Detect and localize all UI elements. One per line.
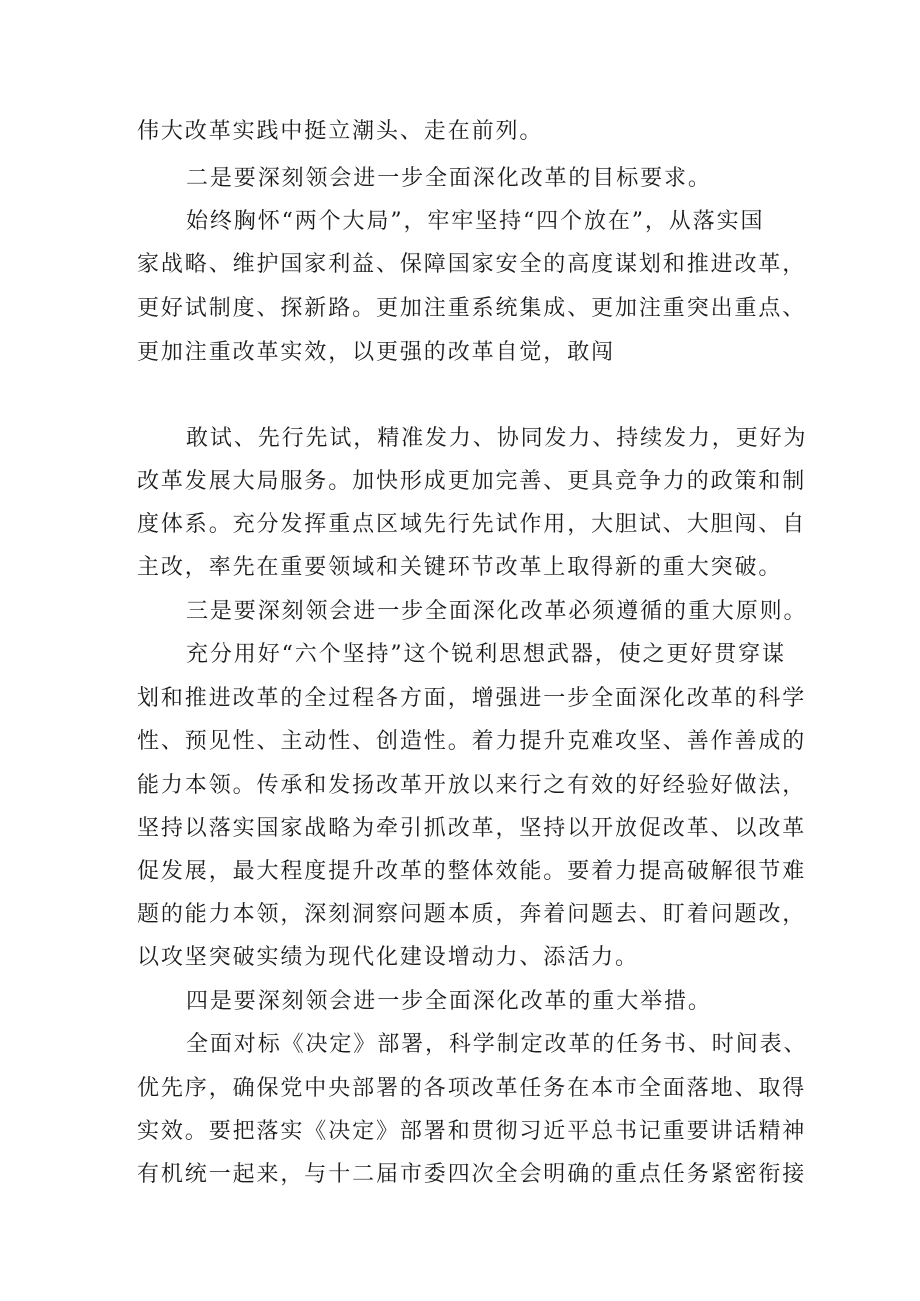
text-line: 促发展，最大程度提升改革的整体效能。要着力提高破解很节难 — [137, 859, 807, 884]
text-line: 划和推进改革的全过程各方面，增强进一步全面深化改革的科学 — [137, 686, 807, 711]
text-line: 更加注重改革实效，以更强的改革自觉，敢闯 — [137, 340, 616, 365]
text-line: 改革发展大局服务。加快形成更加完善、更具竞争力的政策和制 — [137, 469, 807, 494]
text-line: 题的能力本领，深刻洞察问题本质，奔着问题去、盯着问题改， — [137, 902, 807, 927]
text-line: 实效。要把落实《决定》部署和贯彻习近平总书记重要讲话精神 — [137, 1119, 807, 1144]
section-heading-4: 四是要深刻领会进一步全面深化改革的重大举措。 — [186, 989, 712, 1014]
text-line: 优先序，确保党中央部署的各项改革任务在本市全面落地、取得 — [137, 1076, 807, 1101]
section-heading-2: 二是要深刻领会进一步全面深化改革的目标要求。 — [186, 166, 712, 191]
text-line: 充分用好“六个坚持”这个锐利思想武器，使之更好贯穿谋 — [186, 642, 786, 667]
text-line: 有机统一起来，与十二届市委四次全会明确的重点任务紧密衔接 — [137, 1162, 807, 1187]
text-line: 度体系。充分发挥重点区域先行先试作用，大胆试、大胆闯、自 — [137, 512, 807, 537]
text-line: 始终胸怀“两个大局”，牢牢坚持“四个放在”，从落实国 — [186, 209, 765, 234]
text-line: 全面对标《决定》部署，科学制定改革的任务书、时间表、 — [186, 1032, 808, 1057]
text-line: 伟大改革实践中挺立潮头、走在前列。 — [137, 119, 544, 144]
section-heading-3: 三是要深刻领会进一步全面深化改革必须遵循的重大原则。 — [186, 599, 808, 624]
text-line: 主改，率先在重要领域和关键环节改革上取得新的重大突破。 — [137, 555, 783, 580]
text-line: 能力本领。传承和发扬改革开放以来行之有效的好经验好做法， — [137, 773, 807, 798]
text-line: 敢试、先行先试，精准发力、协同发力、持续发力，更好为 — [186, 426, 808, 451]
text-line: 更好试制度、探新路。更加注重系统集成、更加注重突出重点、 — [137, 296, 807, 321]
text-line: 性、预见性、主动性、创造性。着力提升克难攻坚、善作善成的 — [137, 729, 807, 754]
text-line: 坚持以落实国家战略为牵引抓改革，坚持以开放促改革、以改革 — [137, 816, 807, 841]
text-line: 家战略、维护国家利益、保障国家安全的高度谋划和推进改革， — [137, 252, 807, 277]
text-line: 以攻坚突破实绩为现代化建设增动力、添活力。 — [137, 945, 639, 970]
